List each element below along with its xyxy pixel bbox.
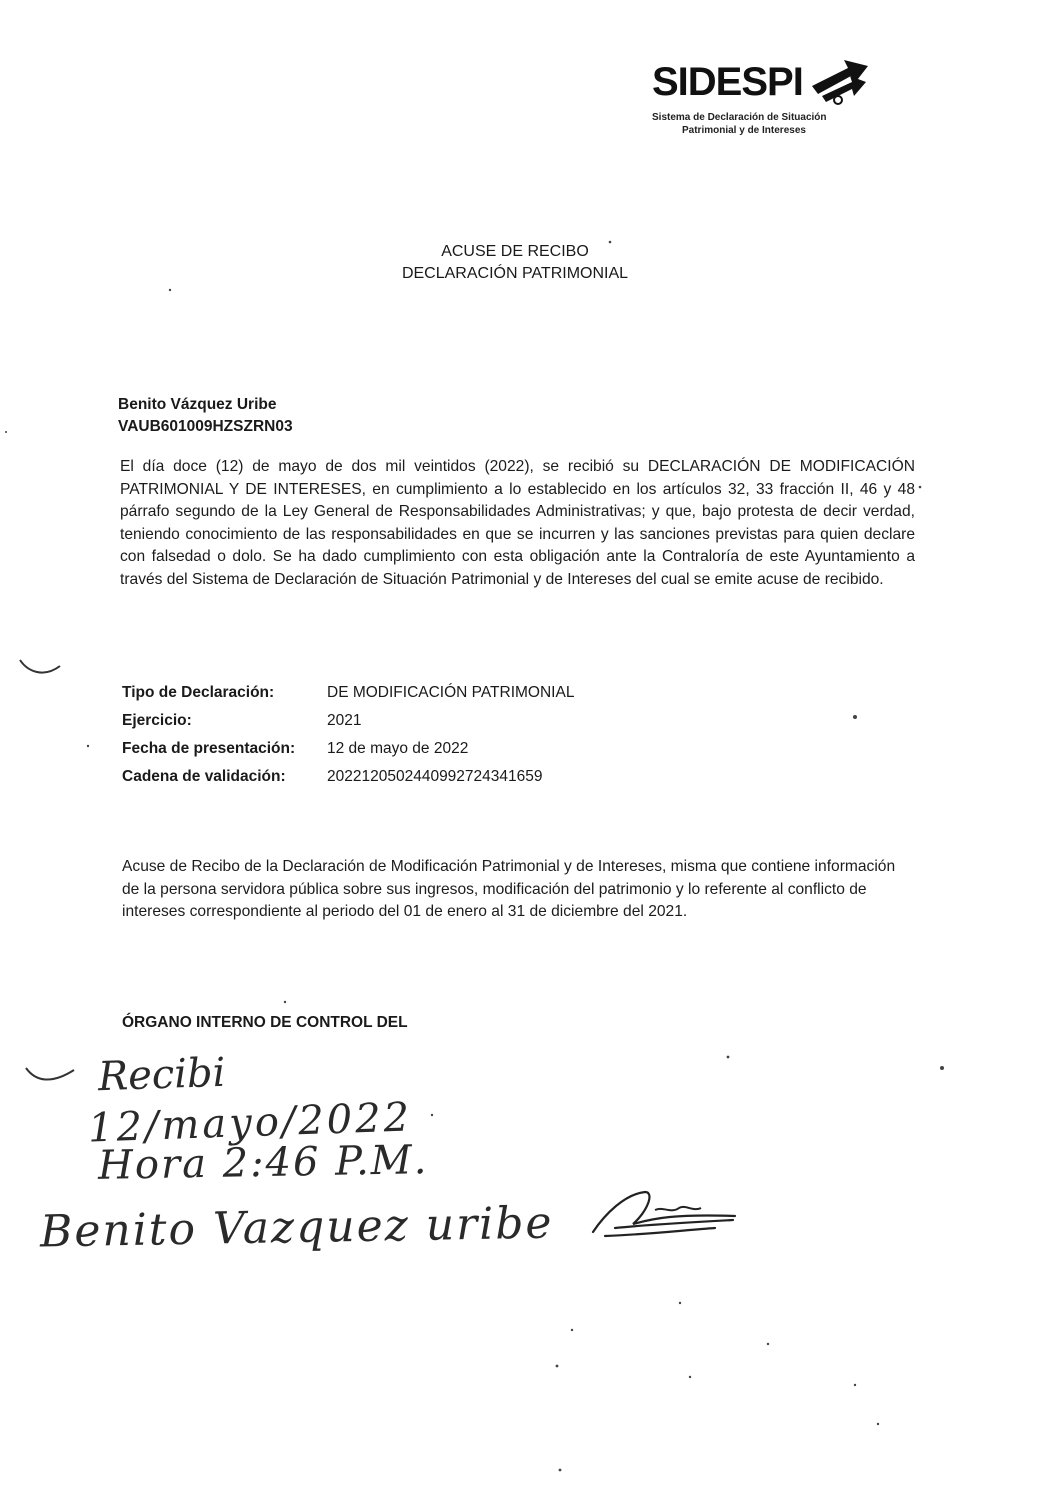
logo-arrow-icon bbox=[808, 56, 870, 108]
field-value: 12 de mayo de 2022 bbox=[327, 740, 469, 757]
handwritten-time: Hora 2:46 P.M. bbox=[97, 1137, 429, 1189]
signature-scribble bbox=[585, 1184, 745, 1244]
declarant-name: Benito Vázquez Uribe bbox=[118, 396, 277, 413]
field-value: DE MODIFICACIÓN PATRIMONIAL bbox=[327, 684, 575, 701]
organ-heading: ÓRGANO INTERNO DE CONTROL DEL bbox=[122, 1014, 408, 1031]
summary-paragraph: Acuse de Recibo de la Declaración de Modificación Patrimonial y de Intereses, misma que contiene información de la persona servidora pública sobre sus ingresos, modificación del patrimonio y lo referente al conflicto de intereses correspondiente al periodo del 01 de enero al 31 de diciembre del 2021. bbox=[122, 858, 896, 921]
field-label: Tipo de Declaración: bbox=[122, 684, 275, 701]
document-title bbox=[380, 241, 650, 285]
handwritten-name: Benito Vazquez uribe bbox=[39, 1197, 554, 1258]
logo-subtitle-line2: Patrimonial y de Intereses bbox=[682, 125, 806, 136]
declarant-curp: VAUB601009HZSZRN03 bbox=[118, 418, 293, 435]
check-mark-icon bbox=[16, 652, 66, 682]
check-mark-icon bbox=[22, 1058, 78, 1088]
handwritten-date: 12/mayo/2022 bbox=[87, 1094, 413, 1152]
title-line2: DECLARACIÓN PATRIMONIAL bbox=[401, 265, 629, 282]
field-value: 20221205024409927243416​59 bbox=[327, 768, 543, 785]
handwritten-received: Recibi bbox=[97, 1049, 227, 1101]
field-label: Fecha de presentación: bbox=[122, 740, 296, 757]
field-label: Cadena de validación: bbox=[122, 768, 286, 785]
field-value: 2021 bbox=[327, 712, 362, 729]
logo-wordmark: SIDESPI bbox=[652, 60, 803, 104]
logo-subtitle-line1: Sistema de Declaración de Situación bbox=[652, 112, 827, 123]
field-label: Ejercicio: bbox=[122, 712, 192, 729]
sidespi-logo bbox=[648, 56, 873, 141]
title-line1: ACUSE DE RECIBO bbox=[441, 243, 589, 260]
body-paragraph: El día doce (12) de mayo de dos mil veintidos (2022), se recibió su DECLARACIÓN DE MODIFICACIÓN PATRIMONIAL Y DE INTERESES, en cumplimiento a lo establecido en los artículos 32, 33 fracción II, 46 y 48 párrafo segundo de la Ley General de Responsabilidades Administrativas; y que, bajo protesta de decir verdad, teniendo conocimiento de las responsabilidades en que se incurren y las sanciones previstas para quien declare con falsedad o dolo. Se ha dado cumplimiento con esta obligación ante la Contraloría de este Ayuntamiento a través del Sistema de Declaración de Situación Patrimonial y de Intereses del cual se emite acuse de recibido. bbox=[120, 458, 915, 588]
